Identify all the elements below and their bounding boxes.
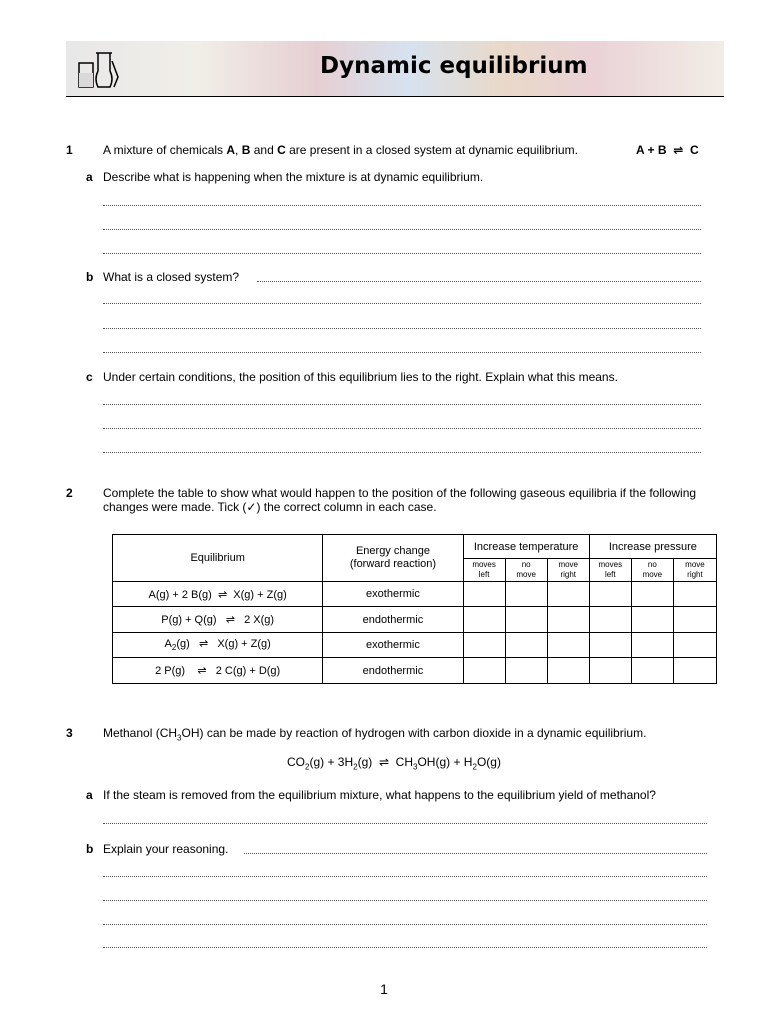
tick-cell[interactable] — [505, 658, 547, 684]
answer-line[interactable] — [103, 253, 701, 254]
answer-line[interactable] — [103, 303, 701, 304]
page-title: Dynamic equilibrium — [320, 53, 588, 79]
tick-cell[interactable] — [673, 633, 716, 658]
question-3a-text: If the steam is removed from the equilibrium mixture, what happens to the equilibrium yield of methanol? — [103, 788, 656, 802]
answer-line[interactable] — [103, 900, 707, 901]
tick-cell[interactable] — [631, 633, 673, 658]
answer-line[interactable] — [103, 876, 707, 877]
tick-cell[interactable] — [547, 582, 589, 607]
energy-cell: endothermic — [323, 607, 463, 633]
header-increase-temperature: Increase temperature — [463, 535, 589, 559]
question-1-number: 1 — [66, 143, 73, 157]
energy-cell: exothermic — [323, 582, 463, 607]
tick-cell[interactable] — [547, 607, 589, 633]
question-1b-label: b — [86, 270, 94, 284]
table-row — [113, 633, 717, 658]
header-increase-pressure: Increase pressure — [589, 535, 716, 559]
answer-line[interactable] — [103, 229, 701, 230]
tick-cell[interactable] — [547, 658, 589, 684]
equilibrium-cell: 2 P(g) ⇌ 2 C(g) + D(g) — [113, 658, 323, 684]
tick-cell[interactable] — [463, 633, 505, 658]
question-1a-label: a — [86, 170, 93, 184]
question-1-intro: A mixture of chemicals A, B and C are present in a closed system at dynamic equilibrium. — [103, 143, 578, 157]
header-energy-change: Energy change (forward reaction) — [323, 535, 463, 582]
page-number: 1 — [380, 981, 388, 997]
tick-cell[interactable] — [463, 658, 505, 684]
tick-cell[interactable] — [589, 607, 631, 633]
equilibrium-table — [112, 534, 717, 684]
question-1a-text: Describe what is happening when the mixture is at dynamic equilibrium. — [103, 170, 484, 184]
header-banner — [66, 41, 724, 97]
answer-line[interactable] — [103, 823, 707, 824]
tick-cell[interactable] — [589, 658, 631, 684]
tick-cell[interactable] — [673, 658, 716, 684]
lab-glassware-icon — [76, 47, 120, 91]
answer-line[interactable] — [103, 452, 701, 453]
subheader-moves-left: moves left — [589, 559, 631, 582]
methanol-equation: $CO_2(g) + 3H_2(g)$ ⇌ $CH_3OH(g) + H_2O(g)$ — [287, 755, 501, 772]
answer-line[interactable] — [244, 853, 707, 854]
answer-line[interactable] — [103, 924, 707, 925]
question-3b-label: b — [86, 842, 94, 856]
energy-cell: exothermic — [323, 633, 463, 658]
tick-cell[interactable] — [505, 607, 547, 633]
subheader-move-right: move right — [547, 559, 589, 582]
tick-cell[interactable] — [505, 582, 547, 607]
table-row — [113, 582, 717, 607]
answer-line[interactable] — [103, 428, 701, 429]
subheader-move-right: move right — [673, 559, 716, 582]
answer-line[interactable] — [257, 281, 701, 282]
subheader-moves-left: moves left — [463, 559, 505, 582]
answer-line[interactable] — [103, 205, 701, 206]
question-3-text: Methanol $(CH_3OH)$ can be made by reaction of hydrogen with carbon dioxide in a dynamic equilibrium. — [103, 726, 647, 743]
subheader-no-move: no move — [505, 559, 547, 582]
tick-cell[interactable] — [463, 582, 505, 607]
question-3b-text: Explain your reasoning. — [103, 842, 229, 856]
table-row — [113, 658, 717, 684]
question-1c-text: Under certain conditions, the position of this equilibrium lies to the right. Explain what this means. — [103, 370, 618, 384]
tick-cell[interactable] — [589, 633, 631, 658]
equilibrium-cell: $A_2(g)$ ⇌ X(g) + Z(g) — [113, 633, 323, 658]
question-3a-label: a — [86, 788, 93, 802]
question-2-text: Complete the table to show what would happen to the position of the following gaseous equilibria if the following changes were made. Tick (✓) the correct column in each case. — [103, 486, 697, 514]
question-2-number: 2 — [66, 486, 73, 500]
subheader-no-move: no move — [631, 559, 673, 582]
answer-line[interactable] — [103, 352, 701, 353]
tick-cell[interactable] — [673, 607, 716, 633]
energy-cell: endothermic — [323, 658, 463, 684]
tick-cell[interactable] — [631, 607, 673, 633]
equilibrium-cell: P(g) + Q(g) ⇌ 2 X(g) — [113, 607, 323, 633]
header-equilibrium: Equilibrium — [113, 535, 323, 582]
table-row — [113, 607, 717, 633]
tick-cell[interactable] — [589, 582, 631, 607]
tick-cell[interactable] — [631, 658, 673, 684]
question-3-number: 3 — [66, 726, 73, 740]
tick-cell[interactable] — [547, 633, 589, 658]
equilibrium-cell: A(g) + 2 B(g) ⇌ X(g) + Z(g) — [113, 582, 323, 607]
answer-line[interactable] — [103, 328, 701, 329]
tick-cell[interactable] — [631, 582, 673, 607]
tick-cell[interactable] — [505, 633, 547, 658]
answer-line[interactable] — [103, 947, 707, 948]
question-1c-label: c — [86, 370, 93, 384]
question-1-reaction: A + B ⇌ C — [636, 143, 699, 157]
question-1b-text: What is a closed system? — [103, 270, 240, 284]
tick-cell[interactable] — [673, 582, 716, 607]
tick-cell[interactable] — [463, 607, 505, 633]
answer-line[interactable] — [103, 404, 701, 405]
